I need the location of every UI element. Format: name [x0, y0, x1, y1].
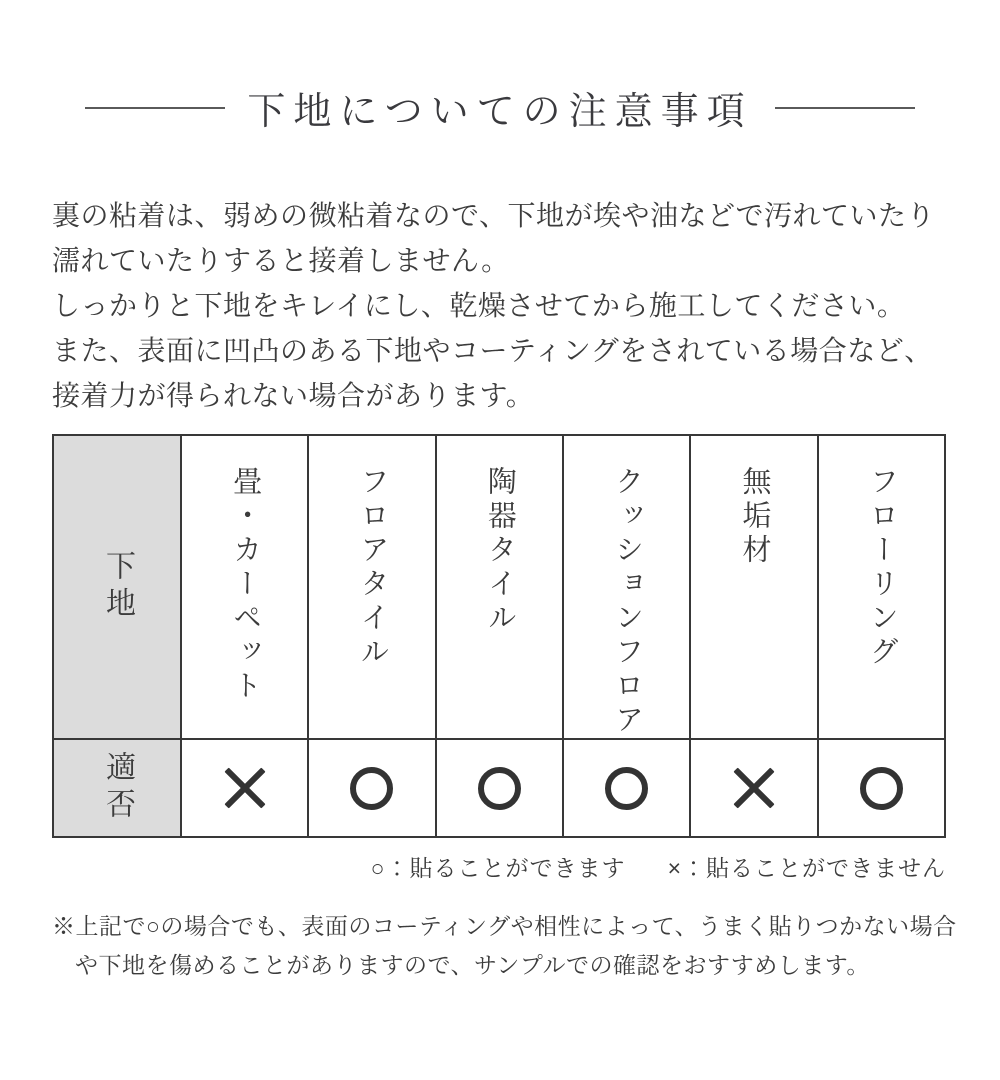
cross-mark — [224, 767, 266, 809]
intro-line: 接着力が得られない場合があります。 — [52, 380, 535, 411]
title-rule-left — [85, 107, 225, 109]
intro-paragraph — [52, 193, 950, 418]
legend-ok: ○：貼ることができます — [370, 855, 626, 881]
circle-mark — [860, 767, 903, 810]
mark-cell-floor-tile — [307, 738, 434, 836]
table-corner-header — [54, 436, 180, 738]
column-header-solid-wood: 無垢材 — [689, 436, 816, 738]
legend — [0, 850, 946, 883]
column-header-flooring: フローリング — [817, 436, 944, 738]
column-header-tatami-carpet: 畳・カーペット — [180, 436, 307, 738]
intro-line: また、表面に凹凸のある下地やコーティングをされている場合など、 — [52, 335, 933, 366]
intro-line: 濡れていたりすると接着しません。 — [52, 245, 510, 276]
circle-mark — [605, 767, 648, 810]
corner-label: 下地 — [101, 550, 134, 624]
footnote — [52, 907, 960, 985]
page-title-row — [0, 80, 1000, 135]
legend-ng: ×：貼ることができません — [667, 855, 946, 881]
footnote-line: ※上記で○の場合でも、表面のコーティングや相性によって、うまく貼りつかない場合 — [52, 913, 957, 939]
mark-cell-tatami-carpet — [180, 738, 307, 836]
intro-line: しっかりと下地をキレイにし、乾燥させてから施工してください。 — [52, 290, 906, 321]
notice-page — [0, 80, 1000, 985]
column-header-cushion-floor: クッションフロア — [562, 436, 689, 738]
mark-cell-cushion-floor — [562, 738, 689, 836]
compatibility-table — [52, 434, 946, 838]
footnote-line: や下地を傷めることがありますので、サンプルでの確認をおすすめします。 — [75, 952, 870, 978]
column-header-floor-tile: フロアタイル — [307, 436, 434, 738]
circle-mark — [478, 767, 521, 810]
result-row-label: 適否 — [54, 738, 180, 836]
mark-cell-flooring — [817, 738, 944, 836]
mark-cell-ceramic-tile — [435, 738, 562, 836]
column-header-ceramic-tile: 陶器タイル — [435, 436, 562, 738]
mark-cell-solid-wood — [689, 738, 816, 836]
title-rule-right — [775, 107, 915, 109]
circle-mark — [350, 767, 393, 810]
cross-mark — [733, 767, 775, 809]
intro-line: 裏の粘着は、弱めの微粘着なので、下地が埃や油などで汚れていたり — [52, 200, 935, 231]
page-title: 下地についての注意事項 — [247, 91, 753, 133]
